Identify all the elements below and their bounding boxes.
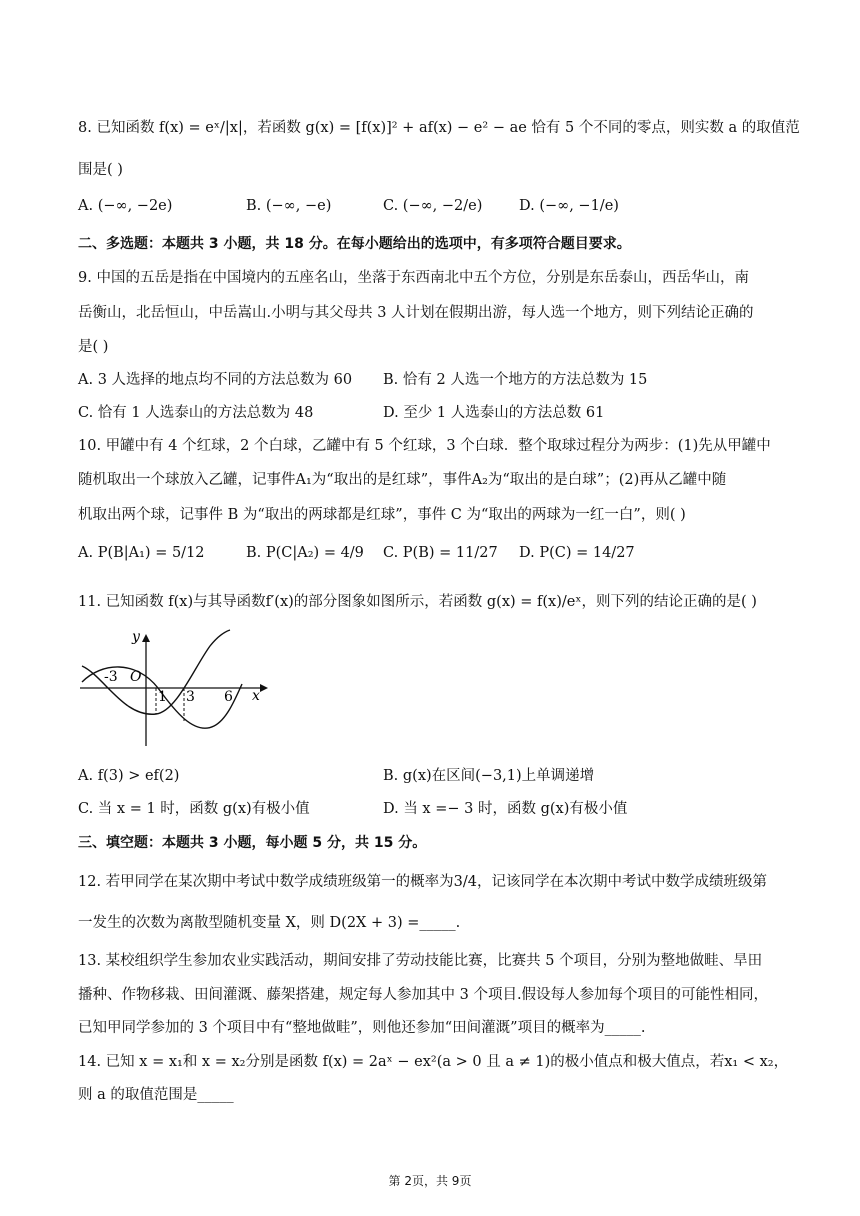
q10-option-c: C. P(B) = 11/27 — [383, 545, 498, 561]
tick-1: 1 — [158, 689, 167, 705]
q10-option-b: B. P(C|A₂) = 4/9 — [246, 545, 364, 561]
tick-neg3: -3 — [104, 669, 118, 685]
q13-line2: 播种、作物移栽、田间灌溉、藤架搭建，规定每人参加其中 3 个项目.假设每人参加每个项目的可能性相同， — [78, 987, 769, 1003]
x-axis-arrow-icon — [260, 684, 268, 692]
origin-label: O — [130, 669, 142, 685]
q9-line1: 9. 中国的五岳是指在中国境内的五座名山，坐落于东西南北中五个方位，分别是东岳泰山，西岳华山，南 — [78, 270, 749, 286]
q10-line3: 机取出两个球，记事件 B 为“取出的两球都是红球”，事件 C 为“取出的两球为一红一白”，则( ) — [78, 507, 686, 523]
x-axis-label: x — [252, 688, 260, 704]
q9-option-c: C. 恰有 1 人选泰山的方法总数为 48 — [78, 405, 314, 421]
q9-option-d: D. 至少 1 人选泰山的方法总数 61 — [383, 405, 605, 421]
q14-line1: 14. 已知 x = x₁和 x = x₂分别是函数 f(x) = 2aˣ − ex²(a > 0 且 a ≠ 1)的极小值点和极大值点，若x₁ < x₂， — [78, 1054, 789, 1070]
function-graph-figure — [74, 626, 274, 750]
q12-line1: 12. 若甲同学在某次期中考试中数学成绩班级第一的概率为3/4，记该同学在本次期中考试中数学成绩班级第 — [78, 874, 768, 890]
section-heading-fill-in: 三、填空题：本题共 3 小题，每小题 5 分，共 15 分。 — [78, 835, 427, 851]
q13-line3: 已知甲同学参加的 3 个项目中有“整地做畦”，则他还参加“田间灌溉”项目的概率为_____. — [78, 1020, 646, 1036]
q12-line2: 一发生的次数为离散型随机变量 X，则 D(2X + 3) =_____. — [78, 915, 461, 931]
q8-line2: 围是( ) — [78, 162, 123, 178]
page-number-footer: 第 2页，共 9页 — [388, 1174, 472, 1188]
q9-line3: 是( ) — [78, 339, 109, 355]
q9-line2: 岳衡山，北岳恒山，中岳嵩山.小明与其父母共 3 人计划在假期出游，每人选一个地方，则下列结论正确的 — [78, 305, 754, 321]
q11-option-d: D. 当 x =− 3 时，函数 g(x)有极小值 — [383, 801, 628, 817]
q11-line1: 11. 已知函数 f(x)与其导函数f′(x)的部分图象如图所示，若函数 g(x) = f(x)/eˣ，则下列的结论正确的是( ) — [78, 594, 757, 610]
q9-option-b: B. 恰有 2 人选一个地方的方法总数为 15 — [383, 372, 648, 388]
y-axis-arrow-icon — [142, 634, 150, 642]
q8-option-b: B. (−∞, −e) — [246, 198, 332, 214]
tick-3: 3 — [186, 689, 195, 705]
q11-option-b: B. g(x)在区间(−3,1)上单调递增 — [383, 768, 595, 784]
q10-option-a: A. P(B|A₁) = 5/12 — [78, 545, 205, 561]
q11-option-a: A. f(3) > ef(2) — [78, 768, 180, 784]
q8-line1: 8. 已知函数 f(x) = eˣ/|x|，若函数 g(x) = [f(x)]² + af(x) − e² − ae 恰有 5 个不同的零点，则实数 a 的取值范 — [78, 120, 800, 136]
q8-option-c: C. (−∞, −2/e) — [383, 198, 483, 214]
y-axis-label: y — [132, 629, 140, 645]
q14-line2: 则 a 的取值范围是_____ — [78, 1087, 234, 1103]
q10-line1: 10. 甲罐中有 4 个红球，2 个白球，乙罐中有 5 个红球，3 个白球．整个取球过程分为两步：(1)先从甲罐中 — [78, 438, 771, 454]
q13-line1: 13. 某校组织学生参加农业实践活动，期间安排了劳动技能比赛，比赛共 5 个项目，分别为整地做畦、旱田 — [78, 953, 763, 969]
q10-option-d: D. P(C) = 14/27 — [519, 545, 635, 561]
section-heading-multiple-choice: 二、多选题：本题共 3 小题，共 18 分。在每小题给出的选项中，有多项符合题目要求。 — [78, 236, 631, 252]
tick-6: 6 — [224, 689, 233, 705]
q10-line2: 随机取出一个球放入乙罐，记事件A₁为“取出的是红球”，事件A₂为“取出的是白球”；(2)再从乙罐中随 — [78, 472, 727, 488]
q11-option-c: C. 当 x = 1 时，函数 g(x)有极小值 — [78, 801, 310, 817]
q8-option-a: A. (−∞, −2e) — [78, 198, 173, 214]
q8-option-d: D. (−∞, −1/e) — [519, 198, 619, 214]
q9-option-a: A. 3 人选择的地点均不同的方法总数为 60 — [78, 372, 353, 388]
